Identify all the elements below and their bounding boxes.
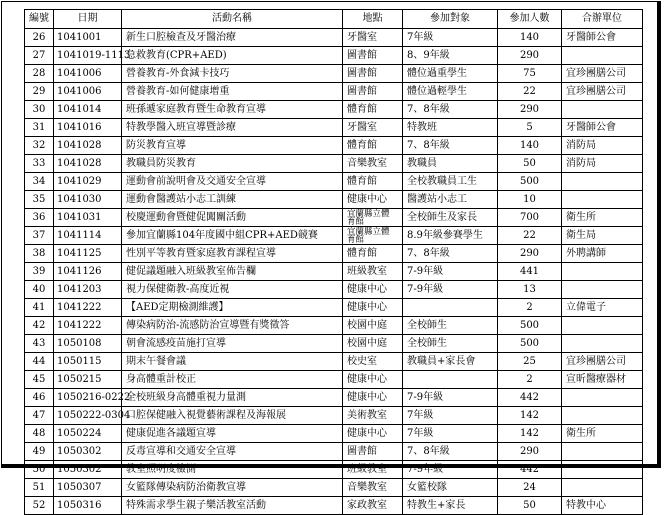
cell-name: 特殊需求學生親子樂活教室活動 xyxy=(122,497,343,515)
table-row xyxy=(25,29,643,47)
cell-date: 1041016 xyxy=(54,119,122,137)
table-row xyxy=(25,173,643,191)
cell-count: 50 xyxy=(498,497,562,515)
table-row xyxy=(25,389,643,407)
header-count: 參加人數 xyxy=(498,10,562,29)
table-row xyxy=(25,479,643,497)
cell-name: 營養教育-外食減卡技巧 xyxy=(122,65,343,83)
cell-count: 442 xyxy=(498,461,562,479)
cell-no: 47 xyxy=(25,407,54,425)
cell-date: 1050302 xyxy=(54,461,122,479)
header-row xyxy=(25,10,643,29)
cell-count: 2 xyxy=(498,371,562,389)
cell-count: 22 xyxy=(498,227,562,245)
cell-target: 教職員+家長會 xyxy=(403,353,498,371)
table-row xyxy=(25,317,643,335)
cell-target: 7-9年級 xyxy=(403,389,498,407)
cell-date: 1050216-0222 xyxy=(54,389,122,407)
cell-name: 健促議題融入班級教室佈告欄 xyxy=(122,263,343,281)
cell-no: 49 xyxy=(25,443,54,461)
table-row xyxy=(25,335,643,353)
cell-place: 體育館 xyxy=(343,137,403,155)
cell-name: 口腔保健融入視覺藝術課程及海報展 xyxy=(122,407,343,425)
cell-no: 45 xyxy=(25,371,54,389)
cell-no: 30 xyxy=(25,101,54,119)
cell-target: 特教生+家長 xyxy=(403,497,498,515)
cell-place: 班級教室 xyxy=(343,263,403,281)
cell-count: 50 xyxy=(498,155,562,173)
cell-date: 1041028 xyxy=(54,155,122,173)
cell-no: 50 xyxy=(25,461,54,479)
cell-org: 牙醫師公會 xyxy=(562,119,643,137)
cell-no: 32 xyxy=(25,137,54,155)
cell-name: 特教學醫入班宣導暨診療 xyxy=(122,119,343,137)
table-row xyxy=(25,407,643,425)
cell-name: 新生口腔檢查及牙醫治療 xyxy=(122,29,343,47)
cell-target: 7年級 xyxy=(403,425,498,443)
cell-target: 8.9年級參賽學生 xyxy=(403,227,498,245)
table-row xyxy=(25,137,643,155)
cell-date: 1041001 xyxy=(54,29,122,47)
header-place: 地點 xyxy=(343,10,403,29)
cell-name: 校慶運動會暨健促闖關活動 xyxy=(122,209,343,227)
table-row xyxy=(25,281,643,299)
cell-count: 441 xyxy=(498,263,562,281)
cell-target: 7年級 xyxy=(403,29,498,47)
cell-count: 75 xyxy=(498,65,562,83)
cell-target: 7-9年級 xyxy=(403,263,498,281)
cell-place: 牙醫室 xyxy=(343,119,403,137)
cell-no: 41 xyxy=(25,299,54,317)
cell-target: 7年級 xyxy=(403,407,498,425)
cell-no: 35 xyxy=(25,191,54,209)
cell-place: 圖書館 xyxy=(343,83,403,101)
header-no: 編號 xyxy=(25,10,54,29)
cell-name: 防災教育宣導 xyxy=(122,137,343,155)
cell-count: 290 xyxy=(498,101,562,119)
cell-target: 體位過重學生 xyxy=(403,65,498,83)
table-row xyxy=(25,461,643,479)
cell-org xyxy=(562,173,643,191)
cell-org xyxy=(562,461,643,479)
cell-name: 性別平等教育暨家庭教育課程宣導 xyxy=(122,245,343,263)
cell-target: 7、8年級 xyxy=(403,443,498,461)
cell-place: 校園中庭 xyxy=(343,317,403,335)
cell-no: 37 xyxy=(25,227,54,245)
cell-name: 教室照明度檢測 xyxy=(122,461,343,479)
cell-name: 急救教育(CPR+AED) xyxy=(122,47,343,65)
cell-name: 健康促進各議題宣導 xyxy=(122,425,343,443)
table-row xyxy=(25,497,643,515)
cell-name: 營養教育-如何健康增重 xyxy=(122,83,343,101)
cell-name: 期末午餐會議 xyxy=(122,353,343,371)
cell-target: 教職員 xyxy=(403,155,498,173)
table-row xyxy=(25,443,643,461)
cell-count: 13 xyxy=(498,281,562,299)
cell-target: 7、8年級 xyxy=(403,101,498,119)
cell-org: 宜珍團膳公司 xyxy=(562,353,643,371)
cell-name: 全校班級身高體重視力量測 xyxy=(122,389,343,407)
cell-no: 38 xyxy=(25,245,54,263)
cell-count: 700 xyxy=(498,209,562,227)
cell-org xyxy=(562,443,643,461)
cell-target: 全校師生及家長 xyxy=(403,209,498,227)
cell-place: 校史室 xyxy=(343,353,403,371)
cell-name: 朝會流感疫苗施打宣導 xyxy=(122,335,343,353)
cell-count: 500 xyxy=(498,317,562,335)
cell-target: 全校師生 xyxy=(403,317,498,335)
cell-count: 290 xyxy=(498,47,562,65)
cell-place: 音樂教室 xyxy=(343,479,403,497)
cell-name: 傳染病防治-流感防治宣導暨有獎徵答 xyxy=(122,317,343,335)
cell-target xyxy=(403,371,498,389)
cell-target: 全校師生 xyxy=(403,335,498,353)
table-row xyxy=(25,47,643,65)
cell-org: 外聘講師 xyxy=(562,245,643,263)
cell-date: 1041222 xyxy=(54,299,122,317)
cell-target: 全校教職員工生 xyxy=(403,173,498,191)
table-row xyxy=(25,101,643,119)
cell-place: 健康中心 xyxy=(343,389,403,407)
table-row xyxy=(25,83,643,101)
cell-org xyxy=(562,191,643,209)
cell-place: 健康中心 xyxy=(343,425,403,443)
cell-no: 34 xyxy=(25,173,54,191)
cell-target: 7、8年級 xyxy=(403,245,498,263)
cell-org: 立偉電子 xyxy=(562,299,643,317)
table-row xyxy=(25,119,643,137)
cell-org: 消防局 xyxy=(562,155,643,173)
table-row xyxy=(25,263,643,281)
table-body xyxy=(25,29,643,515)
cell-org xyxy=(562,389,643,407)
cell-no: 28 xyxy=(25,65,54,83)
cell-date: 1041031 xyxy=(54,209,122,227)
cell-date: 1050215 xyxy=(54,371,122,389)
cell-no: 26 xyxy=(25,29,54,47)
cell-place: 健康中心 xyxy=(343,281,403,299)
cell-org: 牙醫師公會 xyxy=(562,29,643,47)
cell-name: 參加宜蘭縣104年度國中組CPR+AED競賽 xyxy=(122,227,343,245)
cell-org xyxy=(562,101,643,119)
cell-target: 醫護站小志工 xyxy=(403,191,498,209)
cell-org: 宜珍團膳公司 xyxy=(562,83,643,101)
activity-table xyxy=(24,9,643,515)
cell-count: 442 xyxy=(498,389,562,407)
cell-date: 1050108 xyxy=(54,335,122,353)
cell-place: 圖書館 xyxy=(343,443,403,461)
cell-target xyxy=(403,299,498,317)
cell-org xyxy=(562,335,643,353)
cell-org xyxy=(562,317,643,335)
cell-name: 運動會醫護站小志工訓練 xyxy=(122,191,343,209)
cell-org xyxy=(562,281,643,299)
cell-no: 27 xyxy=(25,47,54,65)
cell-org xyxy=(562,407,643,425)
cell-name: 【AED定期檢測維護】 xyxy=(122,299,343,317)
cell-count: 2 xyxy=(498,299,562,317)
table-row xyxy=(25,245,643,263)
header-name: 活動名稱 xyxy=(122,10,343,29)
cell-count: 142 xyxy=(498,407,562,425)
cell-date: 1050316 xyxy=(54,497,122,515)
cell-org xyxy=(562,263,643,281)
cell-no: 44 xyxy=(25,353,54,371)
header-org: 合辦單位 xyxy=(562,10,643,29)
cell-org: 特教中心 xyxy=(562,497,643,515)
cell-target: 7-9年級 xyxy=(403,281,498,299)
cell-org: 衛生所 xyxy=(562,425,643,443)
cell-name: 反毒宣導和交通安全宣導 xyxy=(122,443,343,461)
cell-place: 體育館 xyxy=(343,101,403,119)
cell-no: 51 xyxy=(25,479,54,497)
cell-no: 33 xyxy=(25,155,54,173)
cell-org: 宣昕醫療器材 xyxy=(562,371,643,389)
cell-count: 140 xyxy=(498,29,562,47)
cell-count: 142 xyxy=(498,425,562,443)
cell-count: 10 xyxy=(498,191,562,209)
cell-place: 家政教室 xyxy=(343,497,403,515)
cell-place: 健康中心 xyxy=(343,371,403,389)
table-row xyxy=(25,299,643,317)
cell-no: 36 xyxy=(25,209,54,227)
cell-no: 46 xyxy=(25,389,54,407)
table-row xyxy=(25,227,643,245)
cell-target: 女籃校隊 xyxy=(403,479,498,497)
cell-count: 25 xyxy=(498,353,562,371)
cell-count: 500 xyxy=(498,335,562,353)
cell-date: 1050307 xyxy=(54,479,122,497)
cell-place: 宜蘭縣立體 育館 xyxy=(343,209,403,227)
cell-date: 1041126 xyxy=(54,263,122,281)
cell-date: 1041203 xyxy=(54,281,122,299)
cell-count: 5 xyxy=(498,119,562,137)
table-row xyxy=(25,353,643,371)
cell-date: 1041019-1113 xyxy=(54,47,122,65)
header-date: 日期 xyxy=(54,10,122,29)
cell-place: 美術教室 xyxy=(343,407,403,425)
cell-name: 身高體重計校正 xyxy=(122,371,343,389)
cell-no: 39 xyxy=(25,263,54,281)
cell-place: 校園中庭 xyxy=(343,335,403,353)
cell-target: 體位過輕學生 xyxy=(403,83,498,101)
table-row xyxy=(25,65,643,83)
cell-org: 衛生局 xyxy=(562,227,643,245)
cell-date: 1050224 xyxy=(54,425,122,443)
cell-no: 42 xyxy=(25,317,54,335)
cell-date: 1041125 xyxy=(54,245,122,263)
cell-no: 48 xyxy=(25,425,54,443)
cell-date: 1041028 xyxy=(54,137,122,155)
cell-name: 運動會前說明會及交通安全宣導 xyxy=(122,173,343,191)
cell-place: 宜蘭縣立體 育館 xyxy=(343,227,403,245)
cell-count: 22 xyxy=(498,83,562,101)
cell-no: 43 xyxy=(25,335,54,353)
cell-place: 體育館 xyxy=(343,173,403,191)
cell-no: 29 xyxy=(25,83,54,101)
cell-target: 7、8年級 xyxy=(403,137,498,155)
cell-org xyxy=(562,479,643,497)
cell-count: 290 xyxy=(498,443,562,461)
cell-count: 290 xyxy=(498,245,562,263)
cell-count: 140 xyxy=(498,137,562,155)
cell-target: 8、9年級 xyxy=(403,47,498,65)
cell-target: 7-9年級 xyxy=(403,461,498,479)
cell-name: 班孫遞家庭教育暨生命教育宣導 xyxy=(122,101,343,119)
cell-count: 500 xyxy=(498,173,562,191)
cell-place: 音樂教室 xyxy=(343,155,403,173)
cell-org: 消防局 xyxy=(562,137,643,155)
cell-org: 宜珍團膳公司 xyxy=(562,65,643,83)
cell-count: 24 xyxy=(498,479,562,497)
cell-org: 衛生所 xyxy=(562,209,643,227)
table-row xyxy=(25,371,643,389)
table-row xyxy=(25,425,643,443)
cell-date: 1041006 xyxy=(54,65,122,83)
cell-name: 教職員防災教育 xyxy=(122,155,343,173)
cell-org xyxy=(562,47,643,65)
table-row xyxy=(25,155,643,173)
cell-no: 52 xyxy=(25,497,54,515)
cell-date: 1041114 xyxy=(54,227,122,245)
cell-place: 體育館 xyxy=(343,245,403,263)
cell-date: 1050302 xyxy=(54,443,122,461)
cell-date: 1050115 xyxy=(54,353,122,371)
cell-place: 健康中心 xyxy=(343,299,403,317)
cell-date: 1041006 xyxy=(54,83,122,101)
cell-date: 1041029 xyxy=(54,173,122,191)
cell-no: 40 xyxy=(25,281,54,299)
table-row xyxy=(25,209,643,227)
cell-place: 牙醫室 xyxy=(343,29,403,47)
cell-place: 圖書館 xyxy=(343,47,403,65)
cell-place: 班級教室 xyxy=(343,461,403,479)
cell-name: 視力保健衛教-高度近視 xyxy=(122,281,343,299)
cell-date: 1041030 xyxy=(54,191,122,209)
cell-no: 31 xyxy=(25,119,54,137)
cell-date: 1041014 xyxy=(54,101,122,119)
cell-target: 特教班 xyxy=(403,119,498,137)
cell-name: 女籃隊傳染病防治衛教宣導 xyxy=(122,479,343,497)
cell-date: 1041222 xyxy=(54,317,122,335)
header-target: 參加對象 xyxy=(403,10,498,29)
cell-date: 1050222-0304 xyxy=(54,407,122,425)
cell-place: 圖書館 xyxy=(343,65,403,83)
table-row xyxy=(25,191,643,209)
cell-place: 健康中心 xyxy=(343,191,403,209)
